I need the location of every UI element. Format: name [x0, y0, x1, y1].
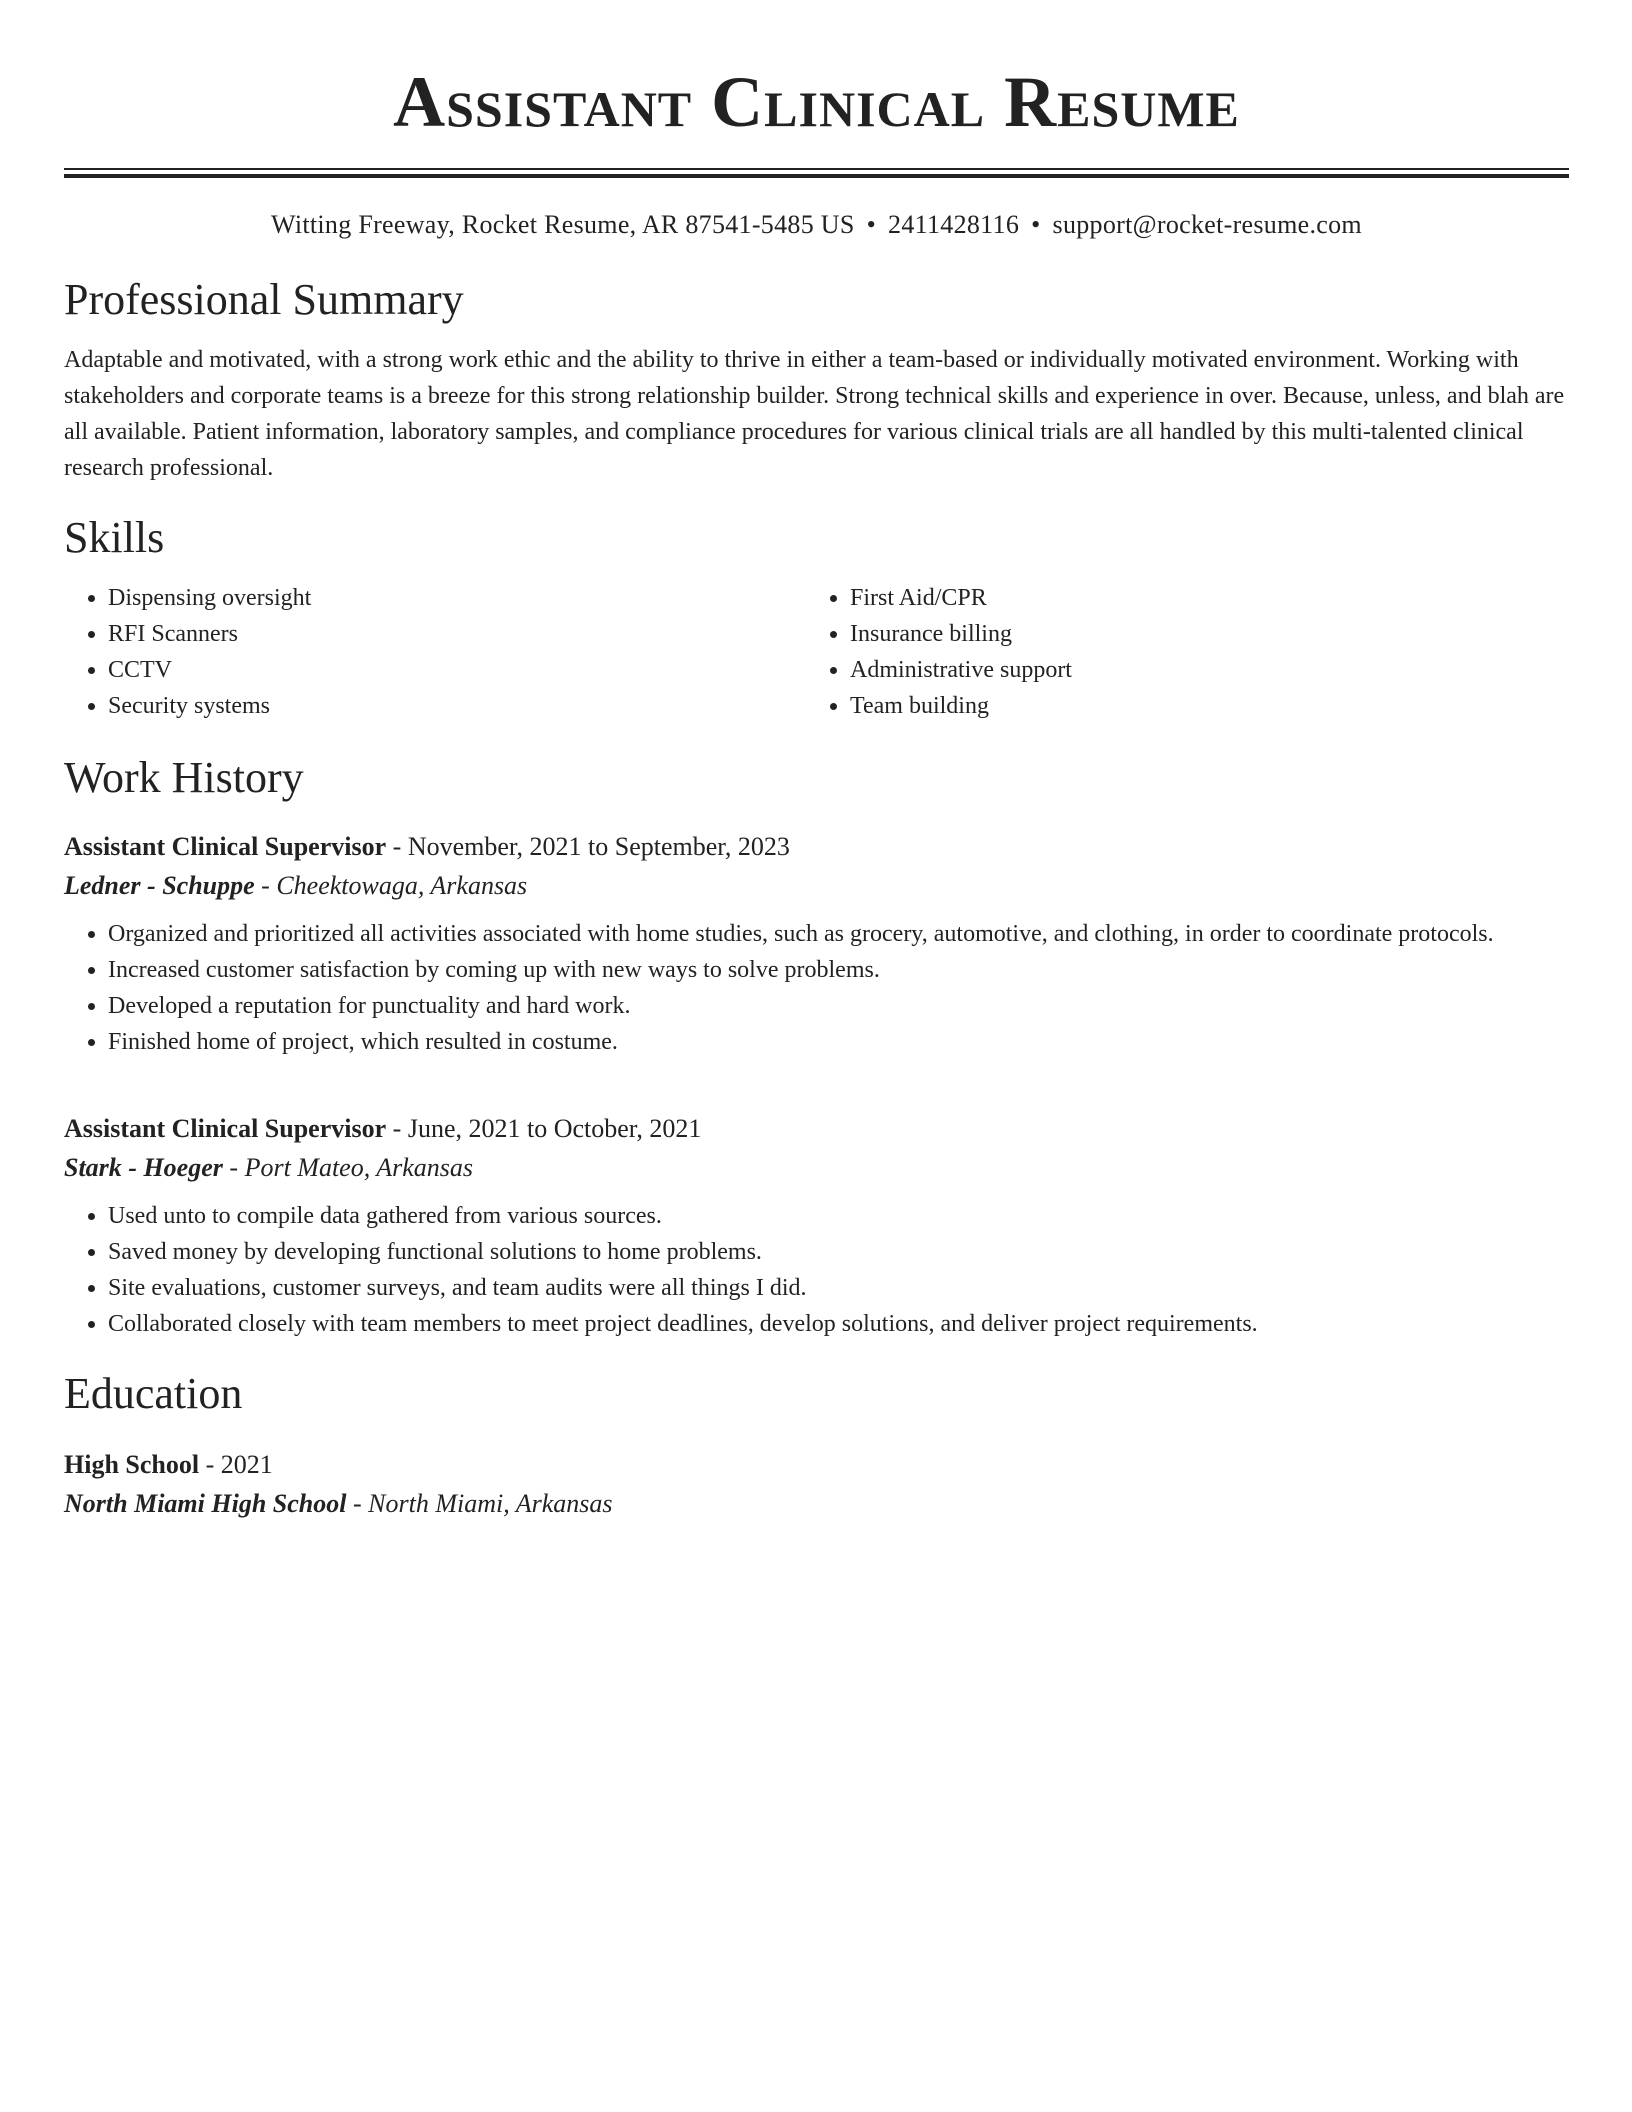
skill-item: • RFI Scanners — [108, 616, 806, 652]
job-entry — [64, 828, 1569, 1060]
summary-text: Adaptable and motivated, with a strong work ethic and the ability to thrive in either a team-based or individually motivated environment. Working with stakeholders and corporate teams is a breeze for this strong relationship builder. Strong technical skills and experience in over. Because, unless, and blah are all available. Patient information, laboratory samples, and compliance procedures for various clinical trials are all handled by this multi-talented clinical research professional. — [64, 347, 1565, 481]
contact-line — [64, 208, 1569, 242]
job-dash: - — [254, 871, 277, 900]
education-year: 2021 — [220, 1450, 273, 1479]
job-bullets — [64, 1198, 1569, 1342]
job-bullet: • Organized and prioritized all activities associated with home studies, such as grocery, automotive, and clothing, in order to coordinate protocols. — [108, 916, 1569, 952]
skills-column-left — [64, 580, 806, 724]
job-bullet: • Site evaluations, customer surveys, and team audits were all things I did. — [108, 1270, 1569, 1306]
job-bullet: • Finished home of project, which resulted in costume. — [108, 1024, 1569, 1060]
job-bullets — [64, 916, 1569, 1060]
job-bullet: • Used unto to compile data gathered from various sources. — [108, 1198, 1569, 1234]
contact-phone: 2411428116 — [888, 210, 1020, 239]
skill-item: • First Aid/CPR — [850, 580, 1548, 616]
education-degree: High School — [64, 1450, 200, 1479]
contact-separator: • — [866, 210, 877, 239]
job-company: Stark - Hoeger — [64, 1153, 223, 1182]
education-dash: - — [346, 1489, 369, 1518]
job-dates: June, 2021 to October, 2021 — [407, 1114, 702, 1143]
job-bullet: • Developed a reputation for punctuality and hard work. — [108, 988, 1569, 1024]
contact-address: Witting Freeway, Rocket Resume, AR 87541-5485 US — [271, 210, 855, 239]
skills-heading: Skills — [64, 513, 165, 562]
skill-item: • CCTV — [108, 652, 806, 688]
job-company: Ledner - Schuppe — [64, 871, 255, 900]
job-location: Cheektowaga, Arkansas — [276, 871, 528, 900]
education-school: North Miami High School — [64, 1489, 347, 1518]
job-dash: - — [386, 832, 408, 861]
summary-heading: Professional Summary — [64, 275, 464, 324]
skill-item: • Security systems — [108, 688, 806, 724]
education-location: North Miami, Arkansas — [368, 1489, 613, 1518]
contact-separator: • — [1031, 210, 1041, 239]
job-location: Port Mateo, Arkansas — [244, 1153, 474, 1182]
job-title: Assistant Clinical Supervisor — [64, 1114, 387, 1143]
job-company-line — [64, 1148, 1569, 1188]
job-bullet: • Increased customer satisfaction by coming up with new ways to solve problems. — [108, 952, 1569, 988]
job-dates: November, 2021 to September, 2023 — [407, 832, 790, 861]
job-entry — [64, 1110, 1569, 1342]
work-history-heading: Work History — [64, 753, 304, 802]
job-dash: - — [386, 1114, 408, 1143]
job-title-line — [64, 828, 1569, 866]
resume-page — [64, 0, 1569, 1524]
contact-email: support@rocket-resume.com — [1052, 210, 1362, 239]
skill-item: • Team building — [850, 688, 1548, 724]
skills-column-right — [806, 580, 1548, 724]
job-company-line — [64, 866, 1569, 906]
education-heading: Education — [64, 1369, 243, 1418]
job-bullet: • Saved money by developing functional solutions to home problems. — [108, 1234, 1569, 1270]
skill-item: • Administrative support — [850, 652, 1548, 688]
job-title: Assistant Clinical Supervisor — [64, 832, 387, 861]
education-degree-line — [64, 1446, 1569, 1484]
title-divider — [64, 168, 1569, 178]
job-title-line — [64, 1110, 1569, 1148]
job-bullet: • Collaborated closely with team members to meet project deadlines, develop solutions, and deliver project requirements. — [108, 1306, 1569, 1342]
education-school-line — [64, 1484, 1569, 1524]
education-dash: - — [199, 1450, 221, 1479]
skill-item: • Insurance billing — [850, 616, 1548, 652]
job-dash: - — [222, 1153, 245, 1182]
skill-item: • Dispensing oversight — [108, 580, 806, 616]
resume-title: Assistant Clinical Resume — [393, 62, 1240, 142]
skills-list — [64, 580, 1569, 724]
